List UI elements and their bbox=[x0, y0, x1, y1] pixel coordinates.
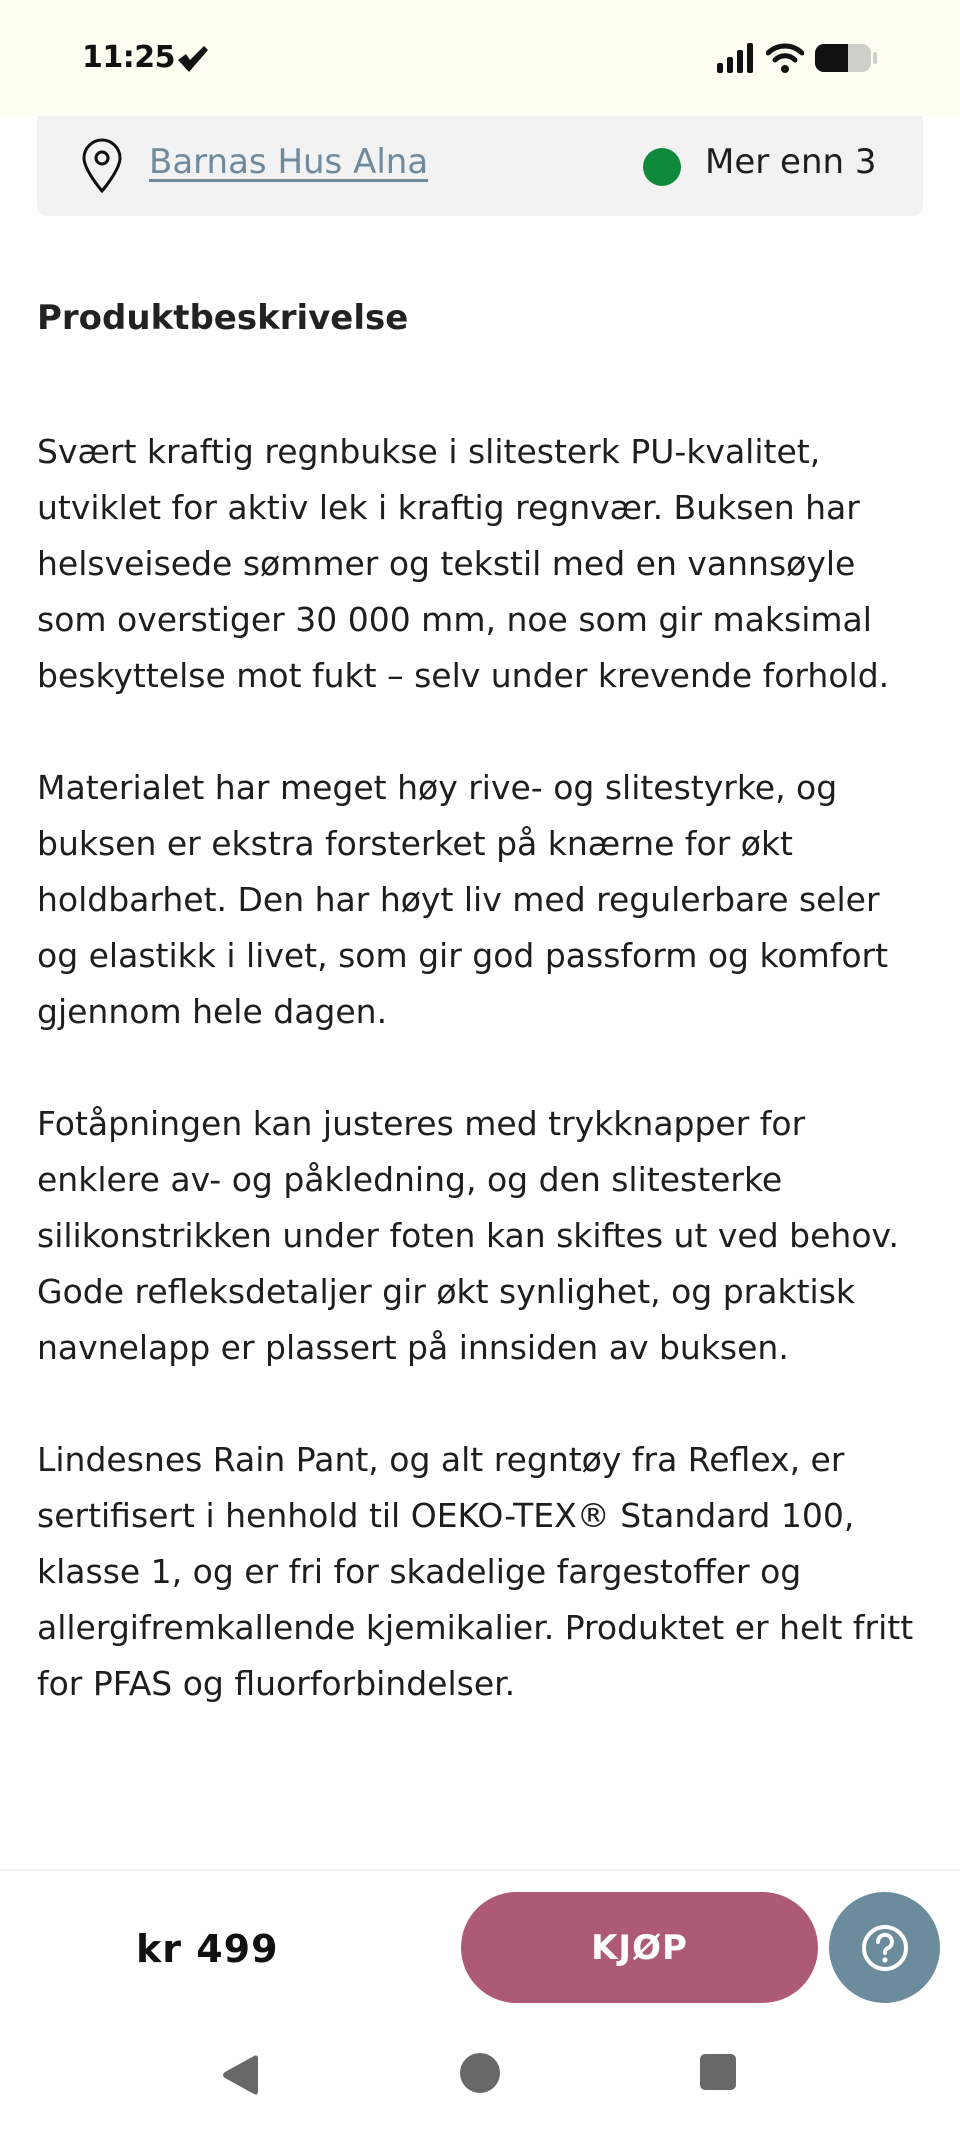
question-circle-icon bbox=[860, 1923, 910, 1973]
recents-icon[interactable] bbox=[700, 2054, 736, 2090]
section-heading: Produktbeskrivelse bbox=[37, 298, 409, 338]
check-icon bbox=[176, 44, 210, 74]
store-name-link[interactable]: Barnas Hus Alna bbox=[149, 142, 429, 182]
battery-icon bbox=[814, 42, 878, 74]
description-paragraph: Lindesnes Rain Pant, og alt regntøy fra Reflex, er sertifisert i henhold til OEKO-TEX® Standard 100, klasse 1, og er fri for skadelige fargestoffer og allergifremkallende kjemikalier. Produktet er helt fritt for PFAS og fluorforbindelser. bbox=[37, 1440, 914, 1703]
status-time: 11:25 bbox=[82, 40, 175, 75]
back-icon[interactable] bbox=[220, 2053, 260, 2097]
signal-icon bbox=[716, 43, 756, 73]
location-pin-icon bbox=[79, 138, 125, 194]
description-paragraph: Fotåpningen kan justeres med trykknapper for enklere av- og påkledning, og den slitesterke silikonstrikken under foten kan skiftes ut ved behov. Gode refleksdetaljer gir økt synlighet, og praktisk navnelapp er plassert på innsiden av buksen. bbox=[37, 1104, 899, 1367]
stock-status-text: Mer enn 3 bbox=[705, 142, 877, 182]
price: kr 499 bbox=[136, 1927, 279, 1971]
help-button[interactable] bbox=[829, 1892, 940, 2003]
description-paragraph: Materialet har meget høy rive- og slitestyrke, og buksen er ekstra forsterket på knærne for økt holdbarhet. Den har høyt liv med regulerbare seler og elastikk i livet, som gir god passform og komfort gjennom hele dagen. bbox=[37, 768, 889, 1031]
store-availability-card bbox=[37, 116, 923, 216]
purchase-bar bbox=[0, 1869, 960, 2031]
wifi-icon bbox=[766, 43, 804, 73]
system-navigation-bar bbox=[0, 2029, 960, 2133]
status-icons bbox=[716, 42, 878, 74]
product-description bbox=[37, 424, 927, 1768]
description-paragraph: Svært kraftig regnbukse i slitesterk PU-kvalitet, utviklet for aktiv lek i kraftig regnvær. Buksen har helsveisede sømmer og tekstil med en vannsøyle som overstiger 30 000 mm, noe som gir maksimal beskyttelse mot fukt – selv under krevende forhold. bbox=[37, 432, 890, 695]
status-bar bbox=[0, 0, 960, 116]
home-icon[interactable] bbox=[460, 2053, 500, 2093]
stock-status-dot bbox=[643, 148, 681, 186]
buy-button[interactable]: KJØP bbox=[461, 1892, 818, 2003]
